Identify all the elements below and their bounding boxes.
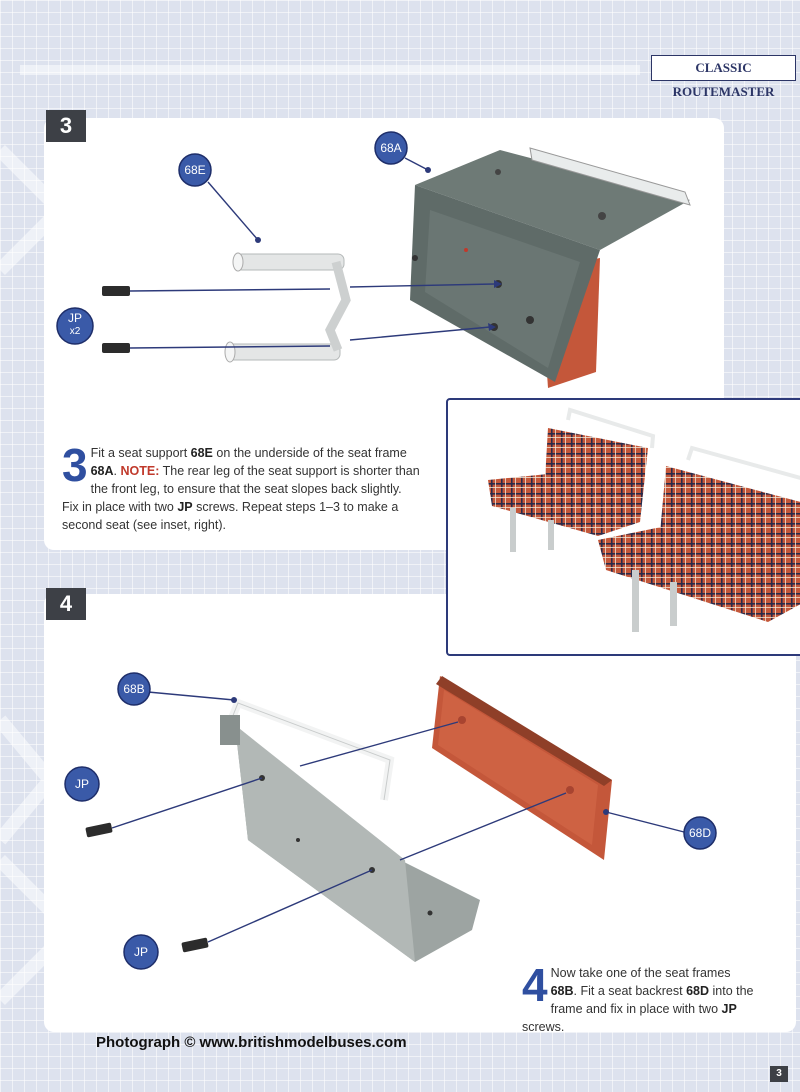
step3-part-68e: 68E — [190, 446, 213, 460]
screws-jp-step4 — [85, 822, 209, 952]
callout-jp-b: JP — [133, 945, 148, 959]
page-number: 3 — [770, 1066, 788, 1082]
step3-note-label: NOTE: — [120, 464, 160, 478]
step4-screw-jp: JP — [721, 1002, 737, 1016]
callout-68e: 68E — [184, 163, 206, 177]
step4-caption — [522, 959, 758, 1036]
screws-jp — [102, 286, 130, 353]
callout-jp-label: JP — [67, 311, 82, 325]
callout-68d: 68D — [688, 826, 711, 840]
step4-part-68d: 68D — [686, 984, 710, 998]
step3-text-a: Fit a seat support — [90, 446, 191, 460]
step3-number: 3 — [46, 110, 86, 142]
step3-part-68a: 68A — [90, 464, 114, 478]
step3-caption — [62, 439, 420, 534]
series-title: CLASSIC ROUTEMASTER — [651, 55, 796, 81]
step4-caption-number: 4 — [522, 959, 548, 1011]
step4-text-d: screws. — [522, 1020, 565, 1034]
callout-jp-qty: x2 — [69, 326, 81, 337]
photo-credit: Photograph © www.britishmodelbuses.com — [96, 1034, 407, 1051]
seat-frame-68a — [410, 148, 690, 388]
callout-jp-a: JP — [74, 777, 89, 791]
step3-text-c: . — [113, 464, 121, 478]
step4-text-b: . Fit a seat backrest — [573, 984, 687, 998]
step4-part-68b: 68B — [550, 984, 574, 998]
step4-text-c: into the frame and fix in place with two — [550, 984, 754, 1016]
step3-caption-number: 3 — [62, 439, 88, 491]
step3-text-b: on the underside of the seat frame — [212, 446, 407, 460]
finished-seats-image — [448, 400, 800, 656]
callout-jp-x2 — [57, 312, 93, 338]
callout-68b: 68B — [123, 682, 145, 696]
step3-text-e: screws. Repeat steps 1–3 to make a second seat (see inset, right). — [62, 500, 399, 532]
inset-finished-seats — [446, 398, 800, 656]
step3-screw-jp: JP — [177, 500, 193, 514]
callout-68a: 68A — [380, 141, 402, 155]
step4-number: 4 — [46, 588, 86, 620]
backrest-68d — [432, 676, 612, 860]
step4-text-a: Now take one of the seat frames — [550, 966, 731, 980]
step3-text-d: The rear leg of the seat support is shorter than the front leg, to ensure that the seat slopes back slightly. Fix in place with two — [62, 464, 420, 514]
